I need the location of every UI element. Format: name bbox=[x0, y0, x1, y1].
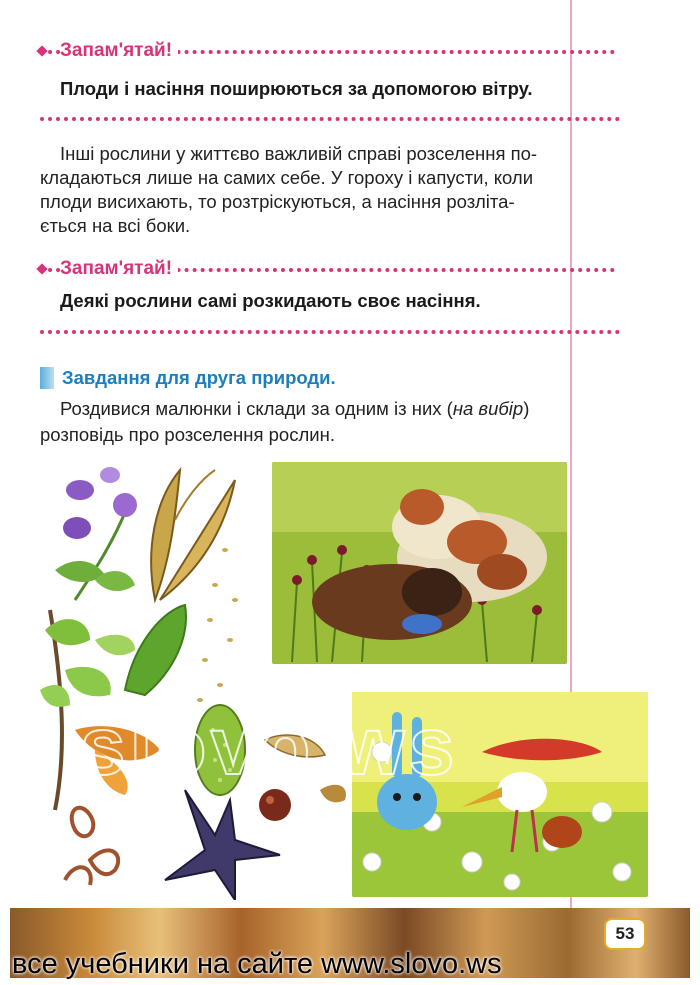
paragraph bbox=[40, 142, 618, 238]
flying-seeds bbox=[197, 548, 238, 702]
task-heading: Завдання для друга природи. bbox=[62, 367, 336, 388]
diamond-marker bbox=[36, 45, 47, 56]
remember-heading: Запам'ятай! bbox=[60, 258, 178, 280]
remember-heading: Запам'ятай! bbox=[60, 40, 178, 62]
watermark: slovo.ws bbox=[80, 701, 459, 792]
brown-creature bbox=[542, 816, 582, 848]
page-number: 53 bbox=[604, 918, 646, 950]
rule-statement: Плоди і насіння поширюються за допомогою вітру. bbox=[60, 78, 533, 99]
dogs-meadow-scene bbox=[272, 462, 567, 664]
dotted-divider bbox=[40, 117, 620, 121]
dotted-divider bbox=[40, 330, 620, 334]
brown-dog bbox=[312, 564, 472, 640]
seed-pods bbox=[151, 470, 235, 600]
paragraph-line: плоди висихають, то розтріскуються, а насіння розліта- bbox=[40, 191, 515, 212]
task-text: Роздивися малюнки і склади за одним із них (на вибір) розповідь про розселення рослин. bbox=[40, 398, 530, 445]
tendril-plant bbox=[65, 808, 118, 885]
rule-statement: Деякі рослини самі розкидають своє насіння. bbox=[60, 290, 481, 311]
footer-site-text: все учебники на сайте www.slovo.ws bbox=[12, 948, 502, 980]
water-bowl bbox=[402, 614, 442, 634]
paragraph-line: Інші рослини у життєво важливій справі розселення по- bbox=[60, 143, 538, 164]
paragraph-line: кладаються лише на самих себе. У гороху і капусти, коли bbox=[40, 167, 534, 188]
pea-plant bbox=[55, 467, 137, 600]
task-italic: на вибір bbox=[452, 398, 524, 419]
task-marker bbox=[40, 367, 54, 389]
paragraph-line: ється на всі боки. bbox=[40, 215, 191, 236]
diamond-marker bbox=[36, 263, 47, 274]
